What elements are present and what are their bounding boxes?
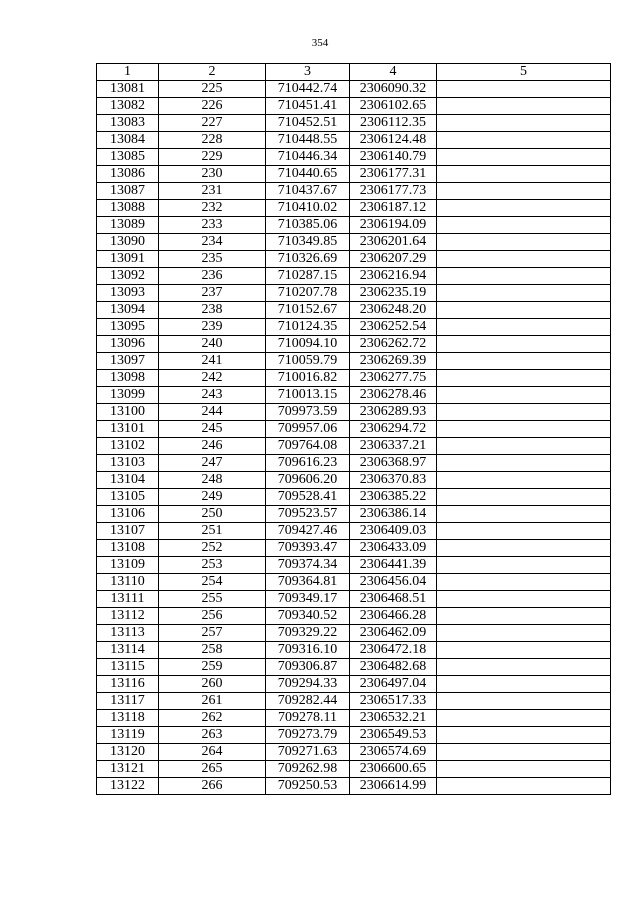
table-cell: 2306194.09 bbox=[350, 217, 437, 234]
table-row bbox=[97, 149, 611, 166]
table-cell: 710451.41 bbox=[266, 98, 350, 115]
table-cell: 13105 bbox=[97, 489, 159, 506]
table-cell: 235 bbox=[159, 251, 266, 268]
table-cell: 2306140.79 bbox=[350, 149, 437, 166]
table-cell: 710207.78 bbox=[266, 285, 350, 302]
table-row bbox=[97, 370, 611, 387]
table-cell: 709764.08 bbox=[266, 438, 350, 455]
table-cell: 238 bbox=[159, 302, 266, 319]
table-cell: 13111 bbox=[97, 591, 159, 608]
table-cell: 709957.06 bbox=[266, 421, 350, 438]
table-cell: 251 bbox=[159, 523, 266, 540]
table-row bbox=[97, 540, 611, 557]
table-cell: 709528.41 bbox=[266, 489, 350, 506]
table-cell bbox=[437, 98, 611, 115]
table-cell: 2306468.51 bbox=[350, 591, 437, 608]
table-cell bbox=[437, 591, 611, 608]
table-cell: 13092 bbox=[97, 268, 159, 285]
table-cell: 2306248.20 bbox=[350, 302, 437, 319]
table-cell: 232 bbox=[159, 200, 266, 217]
table-cell: 2306409.03 bbox=[350, 523, 437, 540]
table-cell bbox=[437, 523, 611, 540]
table-cell: 710013.15 bbox=[266, 387, 350, 404]
table-cell: 249 bbox=[159, 489, 266, 506]
table-row bbox=[97, 625, 611, 642]
table-row bbox=[97, 268, 611, 285]
table-cell: 2306337.21 bbox=[350, 438, 437, 455]
table-cell: 2306277.75 bbox=[350, 370, 437, 387]
table-row bbox=[97, 404, 611, 421]
table-cell: 13098 bbox=[97, 370, 159, 387]
table-cell: 2306385.22 bbox=[350, 489, 437, 506]
table-cell: 709340.52 bbox=[266, 608, 350, 625]
table-cell bbox=[437, 472, 611, 489]
table-cell: 709271.63 bbox=[266, 744, 350, 761]
table-cell bbox=[437, 217, 611, 234]
table-cell: 2306497.04 bbox=[350, 676, 437, 693]
table-cell: 13118 bbox=[97, 710, 159, 727]
table-cell bbox=[437, 540, 611, 557]
table-cell: 709427.46 bbox=[266, 523, 350, 540]
table-row bbox=[97, 183, 611, 200]
table-cell bbox=[437, 404, 611, 421]
table-cell: 229 bbox=[159, 149, 266, 166]
table-cell: 709278.11 bbox=[266, 710, 350, 727]
table-body bbox=[97, 81, 611, 795]
table-cell: 2306466.28 bbox=[350, 608, 437, 625]
table-cell: 709349.17 bbox=[266, 591, 350, 608]
table-cell: 241 bbox=[159, 353, 266, 370]
table-row bbox=[97, 591, 611, 608]
table-row bbox=[97, 676, 611, 693]
table-cell: 2306574.69 bbox=[350, 744, 437, 761]
table-row bbox=[97, 574, 611, 591]
table-cell: 710094.10 bbox=[266, 336, 350, 353]
table-cell: 247 bbox=[159, 455, 266, 472]
table-cell bbox=[437, 132, 611, 149]
table-cell: 13086 bbox=[97, 166, 159, 183]
table-cell: 237 bbox=[159, 285, 266, 302]
table-row bbox=[97, 778, 611, 795]
table-cell: 2306235.19 bbox=[350, 285, 437, 302]
table-cell: 259 bbox=[159, 659, 266, 676]
table-cell: 2306441.39 bbox=[350, 557, 437, 574]
table-cell: 709393.47 bbox=[266, 540, 350, 557]
table-cell bbox=[437, 659, 611, 676]
table-cell: 243 bbox=[159, 387, 266, 404]
table-cell bbox=[437, 319, 611, 336]
table-row bbox=[97, 353, 611, 370]
table-cell: 2306252.54 bbox=[350, 319, 437, 336]
table-row bbox=[97, 506, 611, 523]
table-row bbox=[97, 115, 611, 132]
table-cell: 244 bbox=[159, 404, 266, 421]
table-cell: 709262.98 bbox=[266, 761, 350, 778]
table-cell: 709250.53 bbox=[266, 778, 350, 795]
table-cell: 265 bbox=[159, 761, 266, 778]
table-row bbox=[97, 132, 611, 149]
table-cell: 260 bbox=[159, 676, 266, 693]
table-cell: 2306187.12 bbox=[350, 200, 437, 217]
table-row bbox=[97, 166, 611, 183]
table-cell bbox=[437, 268, 611, 285]
table-cell: 2306517.33 bbox=[350, 693, 437, 710]
table-row bbox=[97, 285, 611, 302]
table-cell: 13114 bbox=[97, 642, 159, 659]
table-cell: 709364.81 bbox=[266, 574, 350, 591]
table-cell: 255 bbox=[159, 591, 266, 608]
table-cell: 13106 bbox=[97, 506, 159, 523]
table-cell: 252 bbox=[159, 540, 266, 557]
table-cell: 13113 bbox=[97, 625, 159, 642]
table-cell bbox=[437, 421, 611, 438]
table-cell bbox=[437, 183, 611, 200]
table-cell bbox=[437, 625, 611, 642]
table-cell: 709606.20 bbox=[266, 472, 350, 489]
table-cell: 13112 bbox=[97, 608, 159, 625]
table-cell bbox=[437, 506, 611, 523]
table-cell: 257 bbox=[159, 625, 266, 642]
table-cell: 709973.59 bbox=[266, 404, 350, 421]
table-cell: 13109 bbox=[97, 557, 159, 574]
column-header: 2 bbox=[159, 64, 266, 81]
table-row bbox=[97, 761, 611, 778]
table-cell: 13101 bbox=[97, 421, 159, 438]
table-cell: 13116 bbox=[97, 676, 159, 693]
table-cell: 2306462.09 bbox=[350, 625, 437, 642]
table-cell: 2306201.64 bbox=[350, 234, 437, 251]
table-row bbox=[97, 744, 611, 761]
table-cell: 2306102.65 bbox=[350, 98, 437, 115]
table-cell: 225 bbox=[159, 81, 266, 98]
table-cell: 709616.23 bbox=[266, 455, 350, 472]
table-cell bbox=[437, 387, 611, 404]
column-header: 5 bbox=[437, 64, 611, 81]
table-cell: 710442.74 bbox=[266, 81, 350, 98]
table-cell: 13096 bbox=[97, 336, 159, 353]
table-cell: 710440.65 bbox=[266, 166, 350, 183]
table-cell: 230 bbox=[159, 166, 266, 183]
table-row bbox=[97, 608, 611, 625]
table-cell: 710152.67 bbox=[266, 302, 350, 319]
table-cell: 709306.87 bbox=[266, 659, 350, 676]
table-cell bbox=[437, 608, 611, 625]
table-row bbox=[97, 302, 611, 319]
table-row bbox=[97, 217, 611, 234]
table-row bbox=[97, 336, 611, 353]
table-cell: 13099 bbox=[97, 387, 159, 404]
table-cell: 13119 bbox=[97, 727, 159, 744]
table-row bbox=[97, 438, 611, 455]
table-row bbox=[97, 421, 611, 438]
table-cell: 13084 bbox=[97, 132, 159, 149]
table-cell: 710410.02 bbox=[266, 200, 350, 217]
table-row bbox=[97, 81, 611, 98]
table-cell: 710326.69 bbox=[266, 251, 350, 268]
table-cell bbox=[437, 370, 611, 387]
table-cell: 233 bbox=[159, 217, 266, 234]
table-cell: 13082 bbox=[97, 98, 159, 115]
table-cell bbox=[437, 285, 611, 302]
table-cell: 2306090.32 bbox=[350, 81, 437, 98]
table-cell bbox=[437, 676, 611, 693]
table-cell: 13121 bbox=[97, 761, 159, 778]
table-cell bbox=[437, 234, 611, 251]
table-cell: 13120 bbox=[97, 744, 159, 761]
table-cell: 710059.79 bbox=[266, 353, 350, 370]
table-cell: 258 bbox=[159, 642, 266, 659]
table-cell bbox=[437, 81, 611, 98]
table-cell: 709273.79 bbox=[266, 727, 350, 744]
table-cell: 13089 bbox=[97, 217, 159, 234]
table-cell bbox=[437, 115, 611, 132]
table-cell: 2306262.72 bbox=[350, 336, 437, 353]
table-row bbox=[97, 251, 611, 268]
table-cell: 264 bbox=[159, 744, 266, 761]
table-cell: 2306472.18 bbox=[350, 642, 437, 659]
table-cell: 2306433.09 bbox=[350, 540, 437, 557]
table-cell: 13083 bbox=[97, 115, 159, 132]
table-cell: 13100 bbox=[97, 404, 159, 421]
table-cell: 231 bbox=[159, 183, 266, 200]
table-row bbox=[97, 319, 611, 336]
table-row bbox=[97, 98, 611, 115]
table-header-row bbox=[97, 64, 611, 81]
table-row bbox=[97, 455, 611, 472]
table-cell: 2306532.21 bbox=[350, 710, 437, 727]
table-cell: 13087 bbox=[97, 183, 159, 200]
table-cell: 2306278.46 bbox=[350, 387, 437, 404]
table-cell: 709294.33 bbox=[266, 676, 350, 693]
coordinates-table bbox=[96, 63, 611, 795]
table-row bbox=[97, 489, 611, 506]
table-cell: 242 bbox=[159, 370, 266, 387]
table-cell: 2306549.53 bbox=[350, 727, 437, 744]
table-cell: 13093 bbox=[97, 285, 159, 302]
table-cell: 228 bbox=[159, 132, 266, 149]
table-cell bbox=[437, 727, 611, 744]
table-cell: 2306269.39 bbox=[350, 353, 437, 370]
table-cell: 246 bbox=[159, 438, 266, 455]
table-cell: 2306482.68 bbox=[350, 659, 437, 676]
table-cell: 2306177.31 bbox=[350, 166, 437, 183]
table-cell: 709316.10 bbox=[266, 642, 350, 659]
table-cell: 234 bbox=[159, 234, 266, 251]
table-cell bbox=[437, 353, 611, 370]
table-cell: 710437.67 bbox=[266, 183, 350, 200]
table-cell: 263 bbox=[159, 727, 266, 744]
table-row bbox=[97, 523, 611, 540]
table-cell: 13107 bbox=[97, 523, 159, 540]
table-cell: 13102 bbox=[97, 438, 159, 455]
table-cell: 13095 bbox=[97, 319, 159, 336]
table-cell bbox=[437, 557, 611, 574]
table-cell: 709282.44 bbox=[266, 693, 350, 710]
table-cell: 710385.06 bbox=[266, 217, 350, 234]
table-row bbox=[97, 642, 611, 659]
table-cell bbox=[437, 302, 611, 319]
table-cell: 710287.15 bbox=[266, 268, 350, 285]
table-row bbox=[97, 659, 611, 676]
column-header: 3 bbox=[266, 64, 350, 81]
table-cell: 248 bbox=[159, 472, 266, 489]
table-cell: 240 bbox=[159, 336, 266, 353]
table-row bbox=[97, 472, 611, 489]
table-cell: 13117 bbox=[97, 693, 159, 710]
table-cell: 13085 bbox=[97, 149, 159, 166]
table-cell bbox=[437, 761, 611, 778]
table-cell: 2306124.48 bbox=[350, 132, 437, 149]
table-cell: 2306207.29 bbox=[350, 251, 437, 268]
table-cell: 710448.55 bbox=[266, 132, 350, 149]
table-row bbox=[97, 693, 611, 710]
table-cell: 2306370.83 bbox=[350, 472, 437, 489]
table-cell: 13081 bbox=[97, 81, 159, 98]
table-cell: 227 bbox=[159, 115, 266, 132]
table-cell: 254 bbox=[159, 574, 266, 591]
table-cell: 13104 bbox=[97, 472, 159, 489]
table-cell: 2306294.72 bbox=[350, 421, 437, 438]
table-cell: 13122 bbox=[97, 778, 159, 795]
table-cell: 13088 bbox=[97, 200, 159, 217]
table-row bbox=[97, 200, 611, 217]
table-cell bbox=[437, 149, 611, 166]
table-cell bbox=[437, 166, 611, 183]
column-header: 4 bbox=[350, 64, 437, 81]
table-cell: 253 bbox=[159, 557, 266, 574]
table-cell: 266 bbox=[159, 778, 266, 795]
table-cell: 2306368.97 bbox=[350, 455, 437, 472]
table-cell bbox=[437, 336, 611, 353]
table-cell: 709329.22 bbox=[266, 625, 350, 642]
table-cell: 710452.51 bbox=[266, 115, 350, 132]
table-cell: 13090 bbox=[97, 234, 159, 251]
table-cell: 250 bbox=[159, 506, 266, 523]
table-cell bbox=[437, 693, 611, 710]
table-cell bbox=[437, 710, 611, 727]
table-cell bbox=[437, 438, 611, 455]
column-header: 1 bbox=[97, 64, 159, 81]
table-cell bbox=[437, 574, 611, 591]
table-cell: 13115 bbox=[97, 659, 159, 676]
table-cell: 13091 bbox=[97, 251, 159, 268]
table-row bbox=[97, 727, 611, 744]
table-row bbox=[97, 234, 611, 251]
table-cell: 2306112.35 bbox=[350, 115, 437, 132]
table-cell: 261 bbox=[159, 693, 266, 710]
table-cell: 2306289.93 bbox=[350, 404, 437, 421]
table-cell: 226 bbox=[159, 98, 266, 115]
table-cell: 2306386.14 bbox=[350, 506, 437, 523]
table-row bbox=[97, 557, 611, 574]
table-cell: 710349.85 bbox=[266, 234, 350, 251]
table-cell: 256 bbox=[159, 608, 266, 625]
table-cell: 13097 bbox=[97, 353, 159, 370]
table-cell bbox=[437, 642, 611, 659]
table-cell: 239 bbox=[159, 319, 266, 336]
table-cell: 245 bbox=[159, 421, 266, 438]
table-cell: 709374.34 bbox=[266, 557, 350, 574]
table-cell: 710446.34 bbox=[266, 149, 350, 166]
table-cell: 709523.57 bbox=[266, 506, 350, 523]
table-cell: 2306600.65 bbox=[350, 761, 437, 778]
table-cell: 710016.82 bbox=[266, 370, 350, 387]
table-row bbox=[97, 710, 611, 727]
table-cell bbox=[437, 778, 611, 795]
table-cell: 2306177.73 bbox=[350, 183, 437, 200]
table-cell: 13110 bbox=[97, 574, 159, 591]
table-cell: 13108 bbox=[97, 540, 159, 557]
table-cell: 13103 bbox=[97, 455, 159, 472]
table-cell bbox=[437, 744, 611, 761]
table-cell bbox=[437, 200, 611, 217]
table-cell: 2306456.04 bbox=[350, 574, 437, 591]
table-cell: 710124.35 bbox=[266, 319, 350, 336]
table-cell: 262 bbox=[159, 710, 266, 727]
table-cell bbox=[437, 455, 611, 472]
table-cell: 13094 bbox=[97, 302, 159, 319]
table-cell: 2306216.94 bbox=[350, 268, 437, 285]
page-number: 354 bbox=[311, 37, 329, 49]
table-row bbox=[97, 387, 611, 404]
table-cell bbox=[437, 251, 611, 268]
table-cell bbox=[437, 489, 611, 506]
table-cell: 236 bbox=[159, 268, 266, 285]
table-cell: 2306614.99 bbox=[350, 778, 437, 795]
